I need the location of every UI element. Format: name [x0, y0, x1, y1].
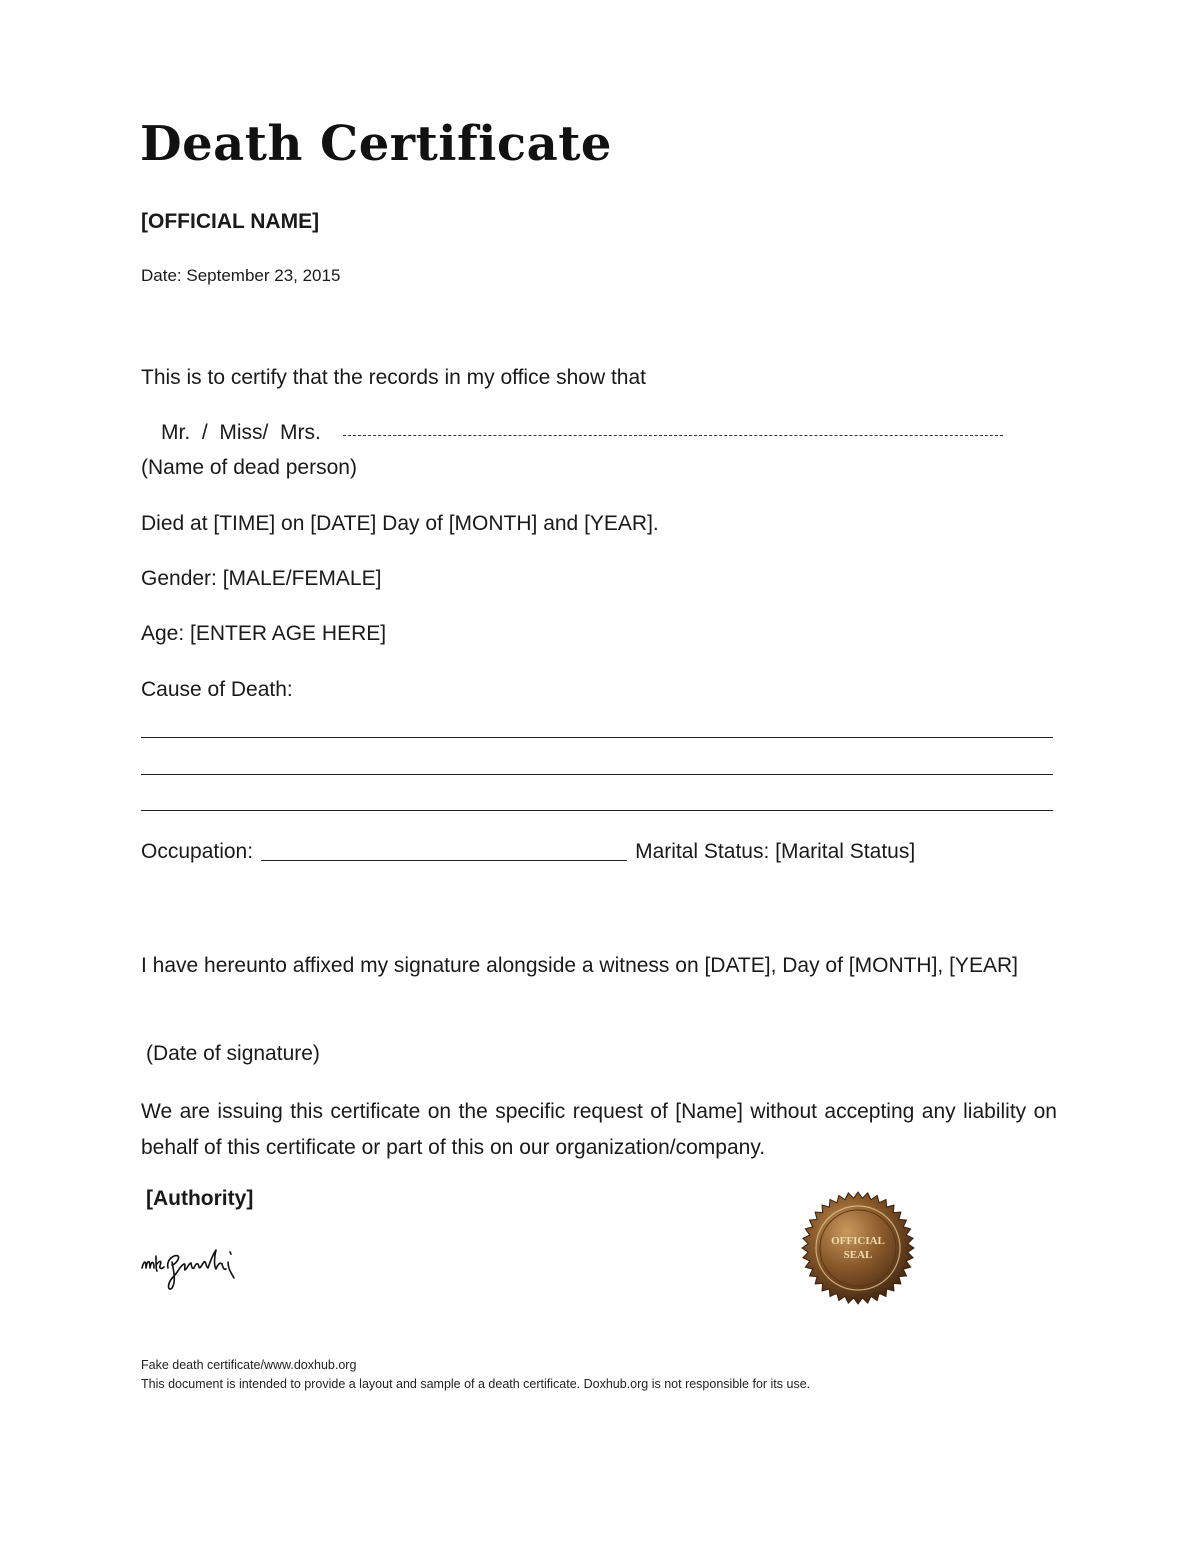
- issuing-statement: We are issuing this certificate on the specific request of [Name] without accepting any liability on behalf of this certificate or part of this on our organization/company.: [141, 1100, 1057, 1159]
- issue-date: Date: September 23, 2015: [141, 266, 341, 285]
- official-name: [OFFICIAL NAME]: [141, 210, 320, 233]
- handwritten-signature: [138, 1238, 250, 1294]
- name-dashed-line: [343, 435, 1003, 436]
- marital-status: Marital Status: [Marital Status]: [635, 840, 916, 863]
- name-caption: (Name of dead person): [141, 456, 357, 479]
- certify-intro: This is to certify that the records in my office show that: [141, 366, 646, 389]
- seal-text-top: OFFICIAL: [831, 1235, 885, 1247]
- official-seal-icon: [800, 1190, 916, 1306]
- age-line: Age: [ENTER AGE HERE]: [141, 622, 387, 645]
- gender-line: Gender: [MALE/FEMALE]: [141, 567, 382, 590]
- footer-line-1: Fake death certificate/www.doxhub.org: [141, 1358, 357, 1372]
- died-line: Died at [TIME] on [DATE] Day of [MONTH] and [YEAR].: [141, 512, 659, 535]
- authority-label: [Authority]: [146, 1187, 254, 1210]
- occupation-blank-line: [261, 860, 627, 861]
- date-of-signature: (Date of signature): [146, 1042, 320, 1065]
- document-title: Death Certificate: [140, 116, 612, 172]
- cause-of-death-label: Cause of Death:: [141, 678, 293, 701]
- name-row: [161, 421, 1003, 445]
- signature-statement: I have hereunto affixed my signature alongside a witness on [DATE], Day of [MONTH], [YEAR]: [141, 954, 1018, 977]
- cause-line-2: [141, 774, 1053, 775]
- cause-line-3: [141, 810, 1053, 811]
- cause-line-1: [141, 737, 1053, 738]
- seal-text-bottom: SEAL: [843, 1249, 873, 1261]
- footer-line-2: This document is intended to provide a layout and sample of a death certificate. Doxhub.org is not responsible for its use.: [141, 1377, 811, 1391]
- occupation-row: [141, 840, 915, 864]
- salutation-options: Mr. / Miss/ Mrs.: [161, 421, 321, 444]
- occupation-label: Occupation:: [141, 840, 254, 863]
